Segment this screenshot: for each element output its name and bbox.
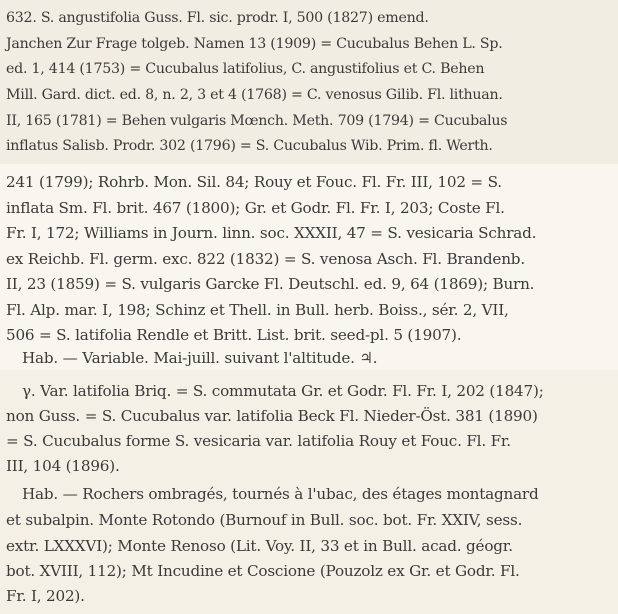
- text-block-continuation: [0, 164, 618, 370]
- text-line: Janchen Zur Frage tolgeb. Namen 13 (1909) = Cucubalus Behen L. Sp.: [6, 36, 503, 52]
- text-line: III, 104 (1896).: [6, 457, 120, 475]
- habitat-line: Hab. — Rochers ombragés, tournés à l'ubac, des étages montagnard: [22, 485, 539, 503]
- habitat-line: Hab. — Variable. Mai-juill. suivant l'altitude. ♃.: [22, 349, 378, 367]
- variety-heading-line: γ. Var. latifolia Briq. = S. commutata Gr. et Godr. Fl. Fr. I, 202 (1847);: [22, 382, 544, 400]
- text-line: 506 = S. latifolia Rendle et Britt. List. brit. seed-pl. 5 (1907).: [6, 326, 462, 344]
- text-line: Fl. Alp. mar. I, 198; Schinz et Thell. in Bull. herb. Boiss., sér. 2, VII,: [6, 301, 509, 319]
- text-line: = S. Cucubalus forme S. vesicaria var. latifolia Rouy et Fouc. Fl. Fr.: [6, 432, 511, 450]
- text-block-synonymy: [0, 0, 618, 164]
- text-line: 632. S. angustifolia Guss. Fl. sic. prodr. I, 500 (1827) emend.: [6, 10, 429, 26]
- text-line: II, 165 (1781) = Behen vulgaris Mœnch. Meth. 709 (1794) = Cucubalus: [6, 113, 508, 129]
- text-line: ex Reichb. Fl. germ. exc. 822 (1832) = S. venosa Asch. Fl. Brandenb.: [6, 250, 525, 268]
- text-line: Fr. I, 202).: [6, 587, 85, 605]
- text-line: et subalpin. Monte Rotondo (Burnouf in Bull. soc. bot. Fr. XXIV, sess.: [6, 511, 523, 529]
- text-line: II, 23 (1859) = S. vulgaris Garcke Fl. Deutschl. ed. 9, 64 (1869); Burn.: [6, 275, 535, 293]
- text-line: inflatus Salisb. Prodr. 302 (1796) = S. Cucubalus Wib. Prim. fl. Werth.: [6, 138, 493, 154]
- text-line: inflata Sm. Fl. brit. 467 (1800); Gr. et Godr. Fl. Fr. I, 203; Coste Fl.: [6, 199, 505, 217]
- text-line: Fr. I, 172; Williams in Journ. linn. soc. XXXII, 47 = S. vesicaria Schrad.: [6, 224, 537, 242]
- text-line: bot. XVIII, 112); Mt Incudine et Coscione (Pouzolz ex Gr. et Godr. Fl.: [6, 562, 520, 580]
- text-line: ed. 1, 414 (1753) = Cucubalus latifolius, C. angustifolius et C. Behen: [6, 61, 485, 77]
- text-line: 241 (1799); Rohrb. Mon. Sil. 84; Rouy et Fouc. Fl. Fr. III, 102 = S.: [6, 173, 502, 191]
- text-block-variety: [0, 370, 618, 614]
- text-line: Mill. Gard. dict. ed. 8, n. 2, 3 et 4 (1768) = C. venosus Gilib. Fl. lithuan.: [6, 87, 503, 103]
- text-line: extr. LXXXVI); Monte Renoso (Lit. Voy. II, 33 et in Bull. acad. géogr.: [6, 537, 513, 555]
- text-line: non Guss. = S. Cucubalus var. latifolia Beck Fl. Nieder-Öst. 381 (1890): [6, 407, 538, 425]
